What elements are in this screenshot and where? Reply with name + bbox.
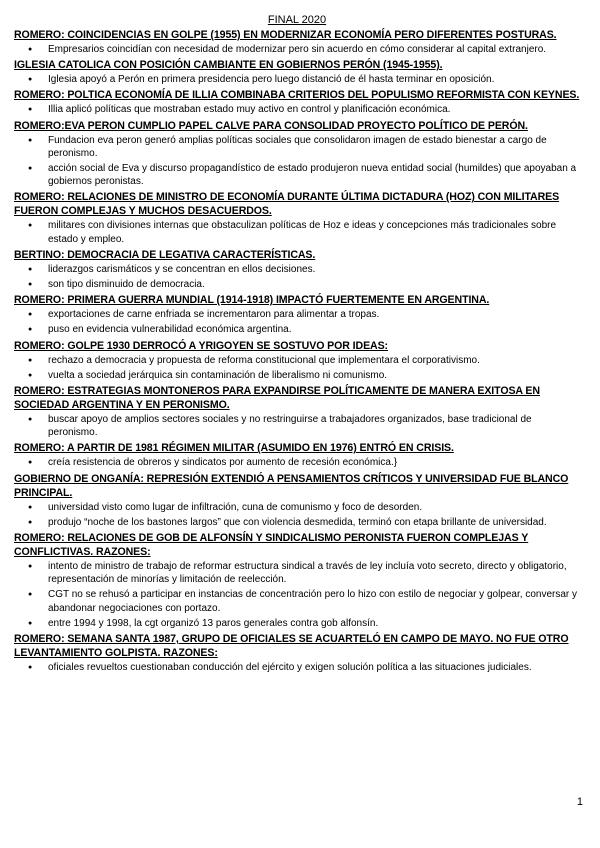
- section-heading: BERTINO: DEMOCRACIA DE LEGATIVA CARACTERÍSTICAS.: [14, 248, 316, 261]
- bullet-list: [14, 456, 580, 469]
- bullet-list: [14, 661, 580, 674]
- bullet-item: ● creía resistencia de obreros y sindicatos por aumento de recesión económica.}: [42, 456, 580, 469]
- section-heading: ROMERO: SEMANA SANTA 1987, GRUPO DE OFICIALES SE ACUARTELÓ EN CAMPO DE MAYO. NO FUE OTRO LEVANTAMIENTO GOLPISTA. RAZONES:: [14, 633, 569, 660]
- bullet-item: ● Empresarios coincidían con necesidad de modernizar pero sin acuerdo en cómo considerar al capital extranjero.: [42, 43, 580, 56]
- bullet-item: ● son tipo disminuido de democracia.: [42, 278, 580, 291]
- section-heading: IGLESIA CATOLICA CON POSICIÓN CAMBIANTE EN GOBIERNOS PERÓN (1945-1955).: [14, 59, 443, 72]
- bullet-item: ● intento de ministro de trabajo de reformar estructura sindical a través de ley incluía voto secreto, directo y obligatorio, representación de minorías y limitación de reelección.: [42, 560, 580, 586]
- bullet-item: ● puso en evidencia vulnerabilidad económica argentina.: [42, 323, 580, 336]
- bullet-list: [14, 134, 580, 189]
- section-heading: ROMERO: PRIMERA GUERRA MUNDIAL (1914-1918) IMPACTÓ FUERTEMENTE EN ARGENTINA.: [14, 294, 490, 307]
- bullet-item: ● acción social de Eva y discurso propagandístico de estado produjeron nueva entidad social (humildes) que apoyaban a gobiernos peronistas.: [42, 162, 580, 188]
- section-heading: GOBIERNO DE ONGANÍA: REPRESIÓN EXTENDIÓ A PENSAMIENTOS CRÍTICOS Y UNIVERSIDAD FUE BLANCO PRINCIPAL.: [14, 472, 569, 499]
- document-page: [14, 14, 580, 676]
- bullet-list: [14, 103, 580, 116]
- bullet-item: ● CGT no se rehusó a participar en instancias de concentración pero lo hizo con estilo de negociar y golpear, conversar y abandonar negociaciones con portazo.: [42, 588, 580, 614]
- bullet-list: [14, 501, 580, 529]
- sections-container: [14, 28, 580, 674]
- section-heading: ROMERO: COINCIDENCIAS EN GOLPE (1955) EN MODERNIZAR ECONOMÍA PERO DIFERENTES POSTURAS.: [14, 29, 557, 41]
- bullet-item: ● Illia aplicó políticas que mostraban estado muy activo en control y planificación económica.: [42, 103, 580, 116]
- bullet-item: ● produjo “noche de los bastones largos” que con violencia desmedida, terminó con etapa brillante de universidad.: [42, 516, 580, 529]
- bullet-item: ● militares con divisiones internas que obstaculizan políticas de Hoz e ideas y concepciones más tradicionales sobre estado y empleo.: [42, 219, 580, 245]
- bullet-list: [14, 43, 580, 56]
- bullet-list: [14, 219, 580, 245]
- section-heading: ROMERO: GOLPE 1930 DERROCÓ A YRIGOYEN SE SOSTUVO POR IDEAS:: [14, 339, 388, 352]
- bullet-item: ● universidad visto como lugar de infiltración, cuna de comunismo y foco de desorden.: [42, 501, 580, 514]
- section-heading: ROMERO: ESTRATEGIAS MONTONEROS PARA EXPANDIRSE POLÍTICAMENTE DE MANERA EXITOSA EN SOCIEDAD ARGENTINA Y EN PERONISMO.: [14, 385, 540, 412]
- bullet-list: [14, 73, 580, 86]
- bullet-list: [14, 263, 580, 291]
- section-heading: ROMERO: RELACIONES DE GOB DE ALFONSÍN Y SINDICALISMO PERONISTA FUERON COMPLEJAS Y CONFLICTIVAS. RAZONES:: [14, 532, 529, 559]
- bullet-item: ● Fundacion eva peron generó amplias políticas sociales que consolidaron imagen de estado bienestar a cargo de peronismo.: [42, 134, 580, 160]
- bullet-item: ● liderazgos carismáticos y se concentran en ellos decisiones.: [42, 263, 580, 276]
- bullet-item: ● rechazo a democracia y propuesta de reforma constitucional que implementara el corporativismo.: [42, 354, 580, 367]
- section-heading: ROMERO:EVA PERON CUMPLIO PAPEL CALVE PARA CONSOLIDAD PROYECTO POLÍTICO DE PERÓN.: [14, 119, 528, 132]
- bullet-item: ● exportaciones de carne enfriada se incrementaron para alimentar a tropas.: [42, 308, 580, 321]
- bullet-item: ● Iglesia apoyó a Perón en primera presidencia pero luego distanció de él hasta terminar en oposición.: [42, 73, 580, 86]
- bullet-item: ● buscar apoyo de amplios sectores sociales y no restringuirse a trabajadores organizados, base tradicional de peronismo.: [42, 413, 580, 439]
- bullet-list: [14, 354, 580, 382]
- bullet-list: [14, 413, 580, 439]
- bullet-item: ● vuelta a sociedad jerárquica sin contaminación de liberalismo ni comunismo.: [42, 369, 580, 382]
- section-heading: ROMERO: A PARTIR DE 1981 RÉGIMEN MILITAR (ASUMIDO EN 1976) ENTRÓ EN CRISIS.: [14, 442, 454, 455]
- section-heading: ROMERO: RELACIONES DE MINISTRO DE ECONOMÍA DURANTE ÚLTIMA DICTADURA (HOZ) CON MILITARES FUERON COMPLEJAS Y MUCHOS DESACUERDOS.: [14, 191, 560, 218]
- bullet-list: [14, 308, 580, 336]
- page-number: 1: [576, 796, 583, 808]
- bullet-item: ● entre 1994 y 1998, la cgt organizó 13 paros generales contra gob alfonsín.: [42, 617, 580, 630]
- section-heading: ROMERO: POLTICA ECONOMÍA DE ILLIA COMBINABA CRITERIOS DEL POPULISMO REFORMISTA CON KEYNES.: [14, 89, 580, 102]
- bullet-list: [14, 560, 580, 630]
- bullet-item: ● oficiales revueltos cuestionaban conducción del ejército y exigen solución política a las situaciones judiciales.: [42, 661, 580, 674]
- document-title: FINAL 2020: [267, 14, 327, 26]
